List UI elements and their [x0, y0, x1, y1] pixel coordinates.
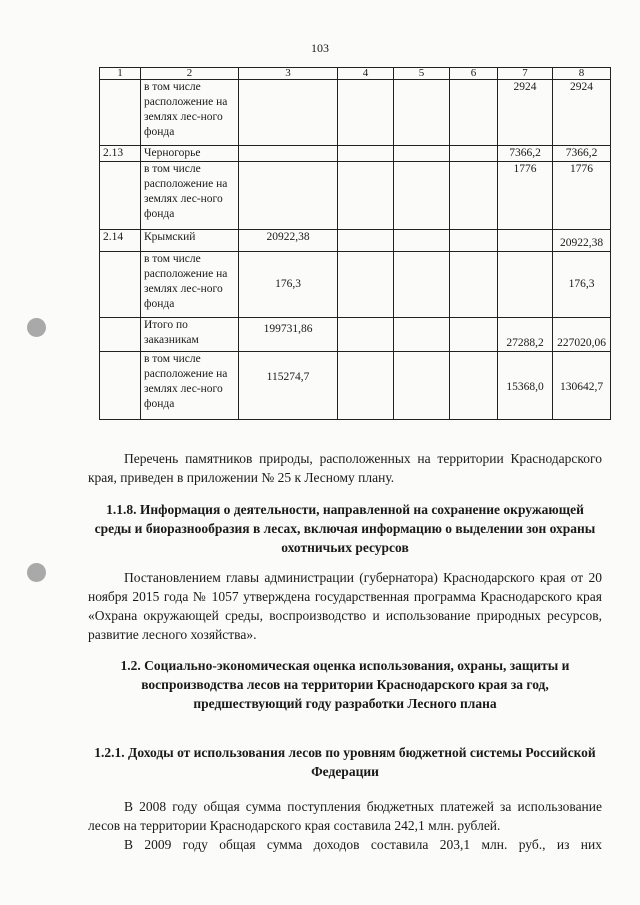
- paragraph-nature-monuments: Перечень памятников природы, расположенных на территории Краснодарского края, приведен в приложении № 25 к Лесному плану.: [88, 451, 602, 485]
- table-cell: [394, 162, 450, 230]
- table-cell: Итого по заказникам: [141, 318, 239, 352]
- table-cell: в том числе расположение на землях лес-ного фонда: [141, 252, 239, 318]
- table-cell: [338, 352, 394, 420]
- table-row: [100, 318, 611, 352]
- table-cell: [100, 318, 141, 352]
- header-cell: 4: [338, 68, 394, 80]
- table-cell: [100, 352, 141, 420]
- table-cell: 227020,06: [553, 318, 611, 352]
- header-cell: 7: [498, 68, 553, 80]
- table-cell: [239, 80, 338, 146]
- table-row: [100, 146, 611, 162]
- table-cell: [100, 162, 141, 230]
- table-cell: [338, 252, 394, 318]
- table-cell: 176,3: [553, 252, 611, 318]
- table-cell: [100, 80, 141, 146]
- table-cell: 27288,2: [498, 318, 553, 352]
- table-cell: 176,3: [239, 252, 338, 318]
- table-cell: [450, 230, 498, 252]
- table-cell: [498, 252, 553, 318]
- table-cell: [450, 352, 498, 420]
- table-cell: Крымский: [141, 230, 239, 252]
- table-row: [100, 252, 611, 318]
- table-cell: в том числе расположение на землях лес-ного фонда: [141, 162, 239, 230]
- table-cell: 7366,2: [498, 146, 553, 162]
- paragraph-2009-income: В 2009 году общая сумма доходов составила 203,1 млн. руб., из них: [124, 837, 602, 852]
- header-cell: 1: [100, 68, 141, 80]
- table-cell: [394, 252, 450, 318]
- table-cell: [338, 80, 394, 146]
- table-cell: 2.13: [100, 146, 141, 162]
- table-cell: [450, 162, 498, 230]
- table-cell: 1776: [498, 162, 553, 230]
- header-cell: 2: [141, 68, 239, 80]
- table-cell: [338, 146, 394, 162]
- table-cell: 20922,38: [553, 230, 611, 252]
- table-cell: 199731,86: [239, 318, 338, 352]
- table-cell: [498, 230, 553, 252]
- table-header: [100, 68, 611, 80]
- table-row: [100, 230, 611, 252]
- heading-1-2-1: 1.2.1. Доходы от использования лесов по уровням бюджетной системы Российской Федерации: [94, 745, 596, 779]
- table-cell: [394, 352, 450, 420]
- table-cell: [239, 146, 338, 162]
- table-cell: в том числе расположение на землях лес-ного фонда: [141, 80, 239, 146]
- punch-hole-icon: [27, 563, 46, 582]
- table-cell: 1776: [553, 162, 611, 230]
- table-cell: 2.14: [100, 230, 141, 252]
- table-cell: в том числе расположение на землях лес-ного фонда: [141, 352, 239, 420]
- header-cell: 6: [450, 68, 498, 80]
- table-cell: 115274,7: [239, 352, 338, 420]
- page-number: 103: [311, 41, 329, 55]
- header-cell: 5: [394, 68, 450, 80]
- table-cell: [394, 318, 450, 352]
- table-cell: 15368,0: [498, 352, 553, 420]
- table-cell: 130642,7: [553, 352, 611, 420]
- table-cell: [338, 230, 394, 252]
- paragraph-2008-income: В 2008 году общая сумма поступления бюджетных платежей за использование лесов на территории Краснодарского края составила 242,1 млн. рублей.: [88, 799, 602, 833]
- table-row: [100, 352, 611, 420]
- table-cell: 2924: [498, 80, 553, 146]
- table-row: [100, 80, 611, 146]
- paragraph-state-program: Постановлением главы администрации (губернатора) Краснодарского края от 20 ноября 2015 года № 1057 утверждена государственная программа Краснодарского края «Охрана окружающей среды, воспроизводство и использование природных ресурсов, развитие лесного хозяйства».: [88, 570, 602, 642]
- table-cell: [394, 146, 450, 162]
- heading-1-1-8: 1.1.8. Информация о деятельности, направленной на сохранение окружающей среды и биоразнообразия в лесах, включая информацию о выделении зон охраны охотничьих ресурсов: [94, 502, 596, 555]
- table-cell: [338, 162, 394, 230]
- table-cell: [239, 162, 338, 230]
- table-cell: [450, 80, 498, 146]
- table-cell: [450, 318, 498, 352]
- table-row: [100, 162, 611, 230]
- punch-hole-icon: [27, 318, 46, 337]
- table-cell: [394, 80, 450, 146]
- table-cell: Черногорье: [141, 146, 239, 162]
- table-cell: 7366,2: [553, 146, 611, 162]
- data-table: [99, 67, 611, 420]
- table-cell: 2924: [553, 80, 611, 146]
- header-cell: 3: [239, 68, 338, 80]
- header-cell: 8: [553, 68, 611, 80]
- table-cell: [394, 230, 450, 252]
- table-cell: [450, 146, 498, 162]
- table-cell: 20922,38: [239, 230, 338, 252]
- table-cell: [450, 252, 498, 318]
- heading-1-2: 1.2. Социально-экономическая оценка использования, охраны, защиты и воспроизводства лесов на территории Краснодарского края за год, предшествующий году разработки Лесного плана: [120, 658, 570, 711]
- table-cell: [100, 252, 141, 318]
- table-cell: [338, 318, 394, 352]
